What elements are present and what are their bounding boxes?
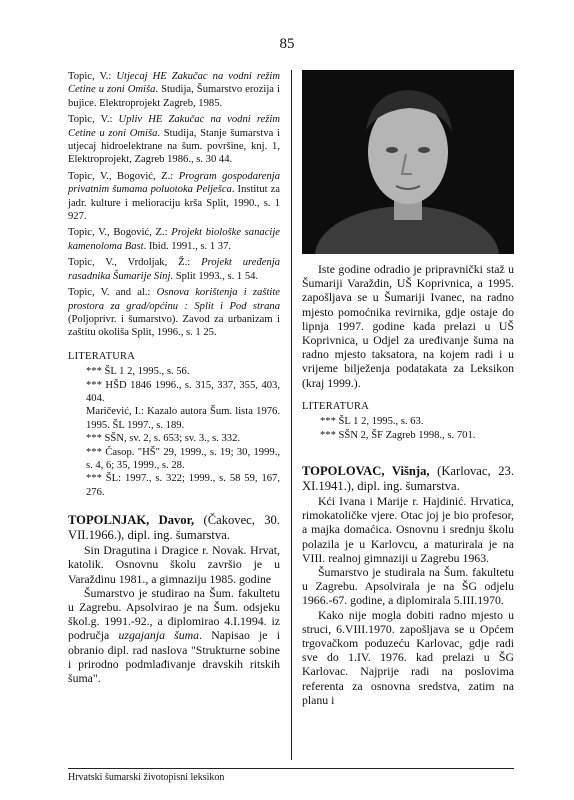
literature-list: [302, 415, 514, 442]
literature-item: *** SŠN 2, ŠF Zagreb 1998., s. 701.: [320, 429, 476, 441]
literature-list: [68, 365, 280, 499]
reference-item: Topic, V.: Utjecaj HE Zakučac na vodni režim Cetine u zoni Omiša. Studija, Šumarstvo erozija i bujice. Elektroprojekt Zagreb, 1985.: [68, 71, 280, 109]
reference-item: Topic, V.: Upliv HE Zakučac na vodni režim Cetine u zoni Omiša. Studija, Stanje šumarstva i utjecaj hidroelektrane na šum. površine, knj. 1, Elektroprojekt, Zagreb 1986., s. 30 44.: [68, 114, 280, 166]
literature-item: Maričević, I.: Kazalo autora Šum. lista 1976. 1995. ŠL 1997., s. 189.: [86, 406, 280, 431]
page-footer: Hrvatski šumarski životopisni leksikon: [68, 772, 225, 783]
right-column: [302, 262, 514, 707]
entry-name: TOPOLOVAC, Višnja,: [302, 464, 430, 479]
literature-item: *** Časop. "HŠ" 29, 1999., s. 19; 30, 1999., s. 4, 6; 35, 1999., s. 28.: [86, 446, 280, 471]
entry-paragraph: Šumarstvo je studirala na Šum. fakultetu u Zagrebu. Apsolvirala je na ŠG odjelu 1966.-67. godine, a diplomirala 5.III.1970.: [302, 565, 514, 608]
entry-meta: (Karlovac, 23. XI.1941.), dipl. ing. šumarstva.: [302, 464, 514, 494]
literature-item: *** HŠD 1846 1996., s. 315, 337, 355, 403, 404.: [86, 379, 280, 404]
entry-paragraph: Iste godine odradio je pripravnički staž u Šumariji Varaždin, UŠ Koprivnica, a 1995. zapošljava se u Šumariji Ivanec, na radno mjesto pomoćnika revirnika, gdje ostaje do lipnja 1997. godine kada prelazi u UŠ Koprivnica, u Odjel za uređivanje šuma na radno mjesto taksatora, na kojem radi i u vrijeme bilježenja podatakata za Leksikon (kraj 1999.).: [302, 262, 514, 390]
reference-list: [68, 70, 280, 340]
literature-item: *** SŠN, sv. 2, s. 653; sv. 3., s. 332.: [86, 433, 241, 445]
page-number: 85: [279, 36, 295, 52]
entry-paragraph: Šumarstvo je studirao na Šum. fakultetu u Zagrebu. Apsolvirao je na Šum. odsjeku škol.g. 1991.-92., a diplomirao 4.I.1994. iz područja uzgajanja šuma. Napisao je i obranio dipl. rad naslova "Strukturne sobine i prirodno podmlađivanje dravskih ritskih šuma".: [68, 585, 280, 686]
literature-item: *** ŠL 1 2, 1995., s. 63.: [320, 416, 424, 428]
entry-paragraph: Kći Ivana i Marije r. Hajdinić. Hrvatica, rimokatoličke vjere. Otac joj je bio profesor, a majka domaćica. Osnovnu i srednju školu polazila je u Karlovcu, a maturirala je na VIII. realnoj gimnaziji u Zagrebu 1963.: [302, 494, 514, 565]
literature-item: *** ŠL: 1997., s. 322; 1999., s. 58 59, 167, 276.: [86, 473, 280, 498]
entry-paragraph: Kako nije mogla dobiti radno mjesto u struci, 6.VIII.1970. zapošljava se u Općem trgovačkom poduzeću Karlovac, gdje radi sve do 1.IV. 1976. kad prelazi u ŠG Karlovac. Najprije radi na poslovima referenta za osnovna sredstva, zatim na planu i: [302, 607, 514, 707]
footer-rule: [68, 768, 514, 769]
entry-heading-topolnjak: [68, 513, 280, 543]
entry-meta: (Čakovec, 30. VII.1966.), dipl. ing. šumarstva.: [68, 513, 280, 543]
reference-item: Topic, V., Bogović, Z.: Program gospodarenja privatnim šumama poluotoka Pelješca. Institut za jadr. kulture i melioraciju krša Split, 1990., s. 1 927.: [68, 170, 280, 223]
portrait-photo: [302, 70, 514, 254]
entry-name: TOPOLNJAK, Davor,: [68, 513, 195, 528]
literature-heading: LITERATURA: [302, 400, 370, 412]
reference-item: Topic, V., Bogović, Z.: Projekt biološke sanacije kamenoloma Bast. Ibid. 1991., s. 1 37.: [68, 227, 280, 252]
literature-item: *** ŠL 1 2, 1995., s. 56.: [86, 366, 190, 378]
column-divider: [291, 70, 292, 760]
entry-heading-topolovac: [302, 464, 514, 494]
left-column: [68, 70, 280, 685]
reference-item: Topic, V. and al.: Osnova korištenja i zaštite prostora za grad/općinu : Split i Pod strana (Poljoprivr. i šumarstvo). Zavod za urbanizam i zaštitu okoliša Split, 1996., s. 1 25.: [68, 287, 280, 339]
reference-item: Topic, V., Vrdoljak, Ž.: Projekt uređenja rasadnika Šumarije Sinj. Split 1993., s. 1 54.: [68, 257, 280, 282]
literature-heading: LITERATURA: [68, 350, 136, 362]
entry-paragraph: Sin Dragutina i Dragice r. Novak. Hrvat, katolik. Osnovnu školu završio je u Varaždinu 1981., a gimnaziju 1985. godine: [68, 543, 280, 586]
